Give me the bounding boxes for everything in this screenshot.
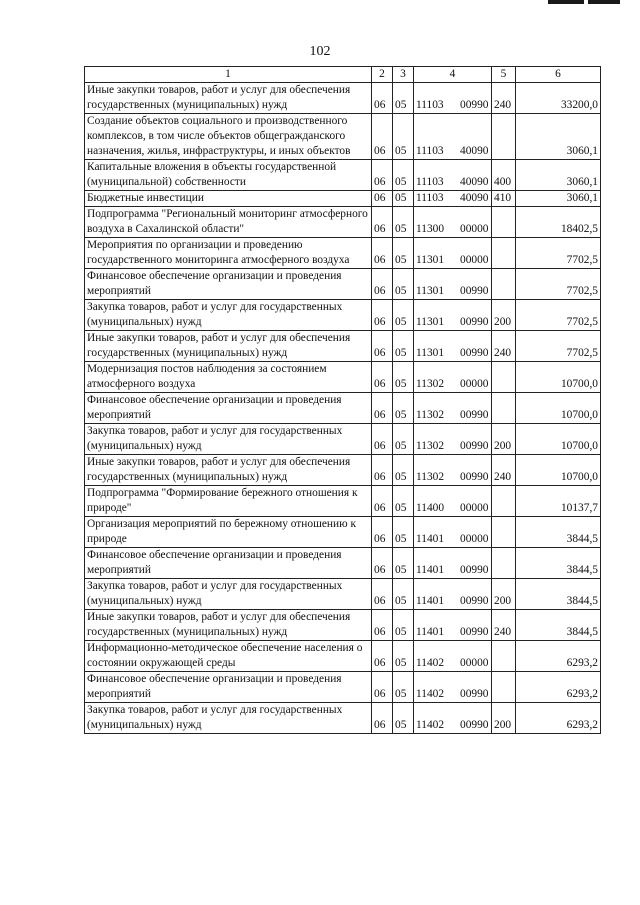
expense-type-cell: 240 <box>492 610 516 641</box>
expense-type-cell <box>492 114 516 160</box>
table-row <box>85 455 601 486</box>
target-article-direction: 00000 <box>460 254 489 266</box>
target-article-cell <box>414 703 492 734</box>
row-name-cell: Финансовое обеспечение организации и проведения мероприятий <box>85 672 372 703</box>
amount-cell: 3060,1 <box>516 160 601 191</box>
subsection-code-cell: 05 <box>393 83 414 114</box>
amount-cell: 10700,0 <box>516 393 601 424</box>
row-name-cell: Иные закупки товаров, работ и услуг для обеспечения государственных (муниципальных) нужд <box>85 610 372 641</box>
target-article-program: 11302 <box>416 440 445 452</box>
subsection-code-cell: 05 <box>393 703 414 734</box>
table-row <box>85 641 601 672</box>
table-row <box>85 703 601 734</box>
expense-type-cell: 200 <box>492 424 516 455</box>
subsection-code-cell: 05 <box>393 114 414 160</box>
target-article-direction: 00990 <box>460 471 489 483</box>
target-article-direction: 00990 <box>460 316 489 328</box>
row-name-cell: Финансовое обеспечение организации и проведения мероприятий <box>85 548 372 579</box>
section-code-cell: 06 <box>372 393 393 424</box>
target-article-cell <box>414 672 492 703</box>
row-name-cell: Иные закупки товаров, работ и услуг для обеспечения государственных (муниципальных) нужд <box>85 83 372 114</box>
table-row <box>85 517 601 548</box>
subsection-code-cell: 05 <box>393 269 414 300</box>
target-article-program: 11302 <box>416 378 445 390</box>
target-article-direction: 00990 <box>460 285 489 297</box>
target-article-program: 11103 <box>416 99 444 111</box>
section-code-cell: 06 <box>372 362 393 393</box>
row-name-cell: Закупка товаров, работ и услуг для государственных (муниципальных) нужд <box>85 424 372 455</box>
target-article-direction: 00990 <box>460 99 489 111</box>
subsection-code-cell: 05 <box>393 362 414 393</box>
expense-type-cell: 240 <box>492 83 516 114</box>
amount-cell: 10137,7 <box>516 486 601 517</box>
section-code-cell: 06 <box>372 455 393 486</box>
table-row <box>85 238 601 269</box>
target-article-direction: 00990 <box>460 564 489 576</box>
subsection-code-cell: 05 <box>393 672 414 703</box>
expense-type-cell: 200 <box>492 703 516 734</box>
target-article-cell <box>414 455 492 486</box>
expense-type-cell: 400 <box>492 160 516 191</box>
row-name-cell: Создание объектов социального и производственного комплексов, в том числе объектов общегражданского назначения, жилья, инфраструктуры, и иных объектов <box>85 114 372 160</box>
subsection-code-cell: 05 <box>393 517 414 548</box>
section-code-cell: 06 <box>372 424 393 455</box>
target-article-program: 11300 <box>416 223 445 235</box>
expense-type-cell <box>492 238 516 269</box>
row-name-cell: Закупка товаров, работ и услуг для государственных (муниципальных) нужд <box>85 300 372 331</box>
expense-type-cell: 200 <box>492 579 516 610</box>
amount-cell: 6293,2 <box>516 703 601 734</box>
target-article-direction: 00990 <box>460 440 489 452</box>
subsection-code-cell: 05 <box>393 160 414 191</box>
subsection-code-cell: 05 <box>393 238 414 269</box>
page-number: 102 <box>309 44 331 59</box>
header-cell: 6 <box>516 67 601 83</box>
target-article-direction: 00990 <box>460 719 489 731</box>
corner-mark-right <box>588 0 620 4</box>
section-code-cell: 06 <box>372 83 393 114</box>
table-row <box>85 331 601 362</box>
amount-cell: 7702,5 <box>516 300 601 331</box>
subsection-code-cell: 05 <box>393 548 414 579</box>
section-code-cell: 06 <box>372 672 393 703</box>
amount-cell: 7702,5 <box>516 269 601 300</box>
table-row <box>85 191 601 207</box>
amount-cell: 3060,1 <box>516 191 601 207</box>
table-row <box>85 207 601 238</box>
amount-cell: 33200,0 <box>516 83 601 114</box>
section-code-cell: 06 <box>372 207 393 238</box>
table-row <box>85 362 601 393</box>
amount-cell: 6293,2 <box>516 672 601 703</box>
target-article-direction: 40090 <box>460 176 489 188</box>
section-code-cell: 06 <box>372 114 393 160</box>
section-code-cell: 06 <box>372 331 393 362</box>
target-article-direction: 00000 <box>460 223 489 235</box>
amount-cell: 7702,5 <box>516 238 601 269</box>
target-article-direction: 00990 <box>460 595 489 607</box>
target-article-program: 11402 <box>416 719 445 731</box>
target-article-cell <box>414 517 492 548</box>
header-row <box>85 67 601 83</box>
expense-type-cell <box>492 269 516 300</box>
expense-type-cell <box>492 393 516 424</box>
table-row <box>85 160 601 191</box>
subsection-code-cell: 05 <box>393 424 414 455</box>
row-name-cell: Модернизация постов наблюдения за состоянием атмосферного воздуха <box>85 362 372 393</box>
amount-cell: 10700,0 <box>516 455 601 486</box>
target-article-program: 11401 <box>416 564 445 576</box>
budget-table <box>84 66 601 734</box>
target-article-cell <box>414 238 492 269</box>
row-name-cell: Подпрограмма "Формирование бережного отношения к природе" <box>85 486 372 517</box>
table-row <box>85 393 601 424</box>
subsection-code-cell: 05 <box>393 486 414 517</box>
section-code-cell: 06 <box>372 486 393 517</box>
expense-type-cell <box>492 672 516 703</box>
amount-cell: 3844,5 <box>516 579 601 610</box>
expense-type-cell <box>492 641 516 672</box>
table-row <box>85 579 601 610</box>
expense-type-cell <box>492 207 516 238</box>
subsection-code-cell: 05 <box>393 331 414 362</box>
amount-cell: 6293,2 <box>516 641 601 672</box>
expense-type-cell <box>492 486 516 517</box>
target-article-cell <box>414 160 492 191</box>
table-row <box>85 486 601 517</box>
amount-cell: 3844,5 <box>516 517 601 548</box>
target-article-direction: 00000 <box>460 378 489 390</box>
table-row <box>85 83 601 114</box>
amount-cell: 18402,5 <box>516 207 601 238</box>
table-row <box>85 300 601 331</box>
row-name-cell: Финансовое обеспечение организации и проведения мероприятий <box>85 393 372 424</box>
target-article-program: 11302 <box>416 471 445 483</box>
section-code-cell: 06 <box>372 703 393 734</box>
row-name-cell: Информационно-методическое обеспечение населения о состоянии окружающей среды <box>85 641 372 672</box>
section-code-cell: 06 <box>372 160 393 191</box>
expense-type-cell: 240 <box>492 331 516 362</box>
target-article-cell <box>414 548 492 579</box>
target-article-program: 11302 <box>416 409 445 421</box>
table-row <box>85 548 601 579</box>
target-article-direction: 00990 <box>460 688 489 700</box>
row-name-cell: Иные закупки товаров, работ и услуг для обеспечения государственных (муниципальных) нужд <box>85 455 372 486</box>
target-article-program: 11301 <box>416 254 445 266</box>
table-row <box>85 114 601 160</box>
table-row <box>85 610 601 641</box>
target-article-cell <box>414 641 492 672</box>
amount-cell: 10700,0 <box>516 424 601 455</box>
target-article-program: 11402 <box>416 688 445 700</box>
row-name-cell: Организация мероприятий по бережному отношению к природе <box>85 517 372 548</box>
target-article-direction: 40090 <box>460 145 489 157</box>
target-article-cell <box>414 269 492 300</box>
subsection-code-cell: 05 <box>393 393 414 424</box>
row-name-cell: Закупка товаров, работ и услуг для государственных (муниципальных) нужд <box>85 703 372 734</box>
target-article-program: 11103 <box>416 145 444 157</box>
target-article-program: 11301 <box>416 316 445 328</box>
section-code-cell: 06 <box>372 238 393 269</box>
target-article-cell <box>414 331 492 362</box>
target-article-cell <box>414 114 492 160</box>
expense-type-cell <box>492 548 516 579</box>
table-row <box>85 269 601 300</box>
target-article-cell <box>414 191 492 207</box>
target-article-program: 11301 <box>416 347 445 359</box>
target-article-direction: 00000 <box>460 533 489 545</box>
target-article-cell <box>414 300 492 331</box>
corner-mark-left <box>548 0 584 4</box>
target-article-program: 11400 <box>416 502 445 514</box>
header-cell: 2 <box>372 67 393 83</box>
row-name-cell: Иные закупки товаров, работ и услуг для обеспечения государственных (муниципальных) нужд <box>85 331 372 362</box>
target-article-program: 11402 <box>416 657 445 669</box>
section-code-cell: 06 <box>372 517 393 548</box>
section-code-cell: 06 <box>372 579 393 610</box>
target-article-cell <box>414 486 492 517</box>
target-article-cell <box>414 207 492 238</box>
target-article-program: 11301 <box>416 285 445 297</box>
target-article-program: 11103 <box>416 192 444 204</box>
subsection-code-cell: 05 <box>393 455 414 486</box>
row-name-cell: Финансовое обеспечение организации и проведения мероприятий <box>85 269 372 300</box>
target-article-direction: 40090 <box>460 192 489 204</box>
section-code-cell: 06 <box>372 610 393 641</box>
row-name-cell: Подпрограмма "Региональный мониторинг атмосферного воздуха в Сахалинской области" <box>85 207 372 238</box>
amount-cell: 3060,1 <box>516 114 601 160</box>
target-article-direction: 00000 <box>460 502 489 514</box>
target-article-program: 11401 <box>416 626 445 638</box>
section-code-cell: 06 <box>372 548 393 579</box>
row-name-cell: Мероприятия по организации и проведению государственного мониторинга атмосферного воздуха <box>85 238 372 269</box>
target-article-direction: 00990 <box>460 347 489 359</box>
target-article-cell <box>414 424 492 455</box>
header-cell: 3 <box>393 67 414 83</box>
subsection-code-cell: 05 <box>393 579 414 610</box>
section-code-cell: 06 <box>372 641 393 672</box>
table-row <box>85 424 601 455</box>
amount-cell: 7702,5 <box>516 331 601 362</box>
target-article-cell <box>414 579 492 610</box>
row-name-cell: Капитальные вложения в объекты государственной (муниципальной) собственности <box>85 160 372 191</box>
expense-type-cell: 240 <box>492 455 516 486</box>
target-article-program: 11401 <box>416 533 445 545</box>
table-body <box>85 67 601 734</box>
section-code-cell: 06 <box>372 191 393 207</box>
target-article-direction: 00990 <box>460 626 489 638</box>
target-article-cell <box>414 83 492 114</box>
header-cell: 1 <box>85 67 372 83</box>
row-name-cell: Бюджетные инвестиции <box>85 191 372 207</box>
amount-cell: 3844,5 <box>516 548 601 579</box>
amount-cell: 3844,5 <box>516 610 601 641</box>
amount-cell: 10700,0 <box>516 362 601 393</box>
section-code-cell: 06 <box>372 269 393 300</box>
subsection-code-cell: 05 <box>393 610 414 641</box>
row-name-cell: Закупка товаров, работ и услуг для государственных (муниципальных) нужд <box>85 579 372 610</box>
subsection-code-cell: 05 <box>393 191 414 207</box>
target-article-direction: 00000 <box>460 657 489 669</box>
expense-type-cell <box>492 362 516 393</box>
subsection-code-cell: 05 <box>393 641 414 672</box>
target-article-direction: 00990 <box>460 409 489 421</box>
table-row <box>85 672 601 703</box>
section-code-cell: 06 <box>372 300 393 331</box>
target-article-program: 11401 <box>416 595 445 607</box>
subsection-code-cell: 05 <box>393 300 414 331</box>
target-article-program: 11103 <box>416 176 444 188</box>
target-article-cell <box>414 362 492 393</box>
target-article-cell <box>414 610 492 641</box>
target-article-cell <box>414 393 492 424</box>
expense-type-cell: 410 <box>492 191 516 207</box>
header-cell: 4 <box>414 67 492 83</box>
expense-type-cell: 200 <box>492 300 516 331</box>
header-cell: 5 <box>492 67 516 83</box>
subsection-code-cell: 05 <box>393 207 414 238</box>
expense-type-cell <box>492 517 516 548</box>
